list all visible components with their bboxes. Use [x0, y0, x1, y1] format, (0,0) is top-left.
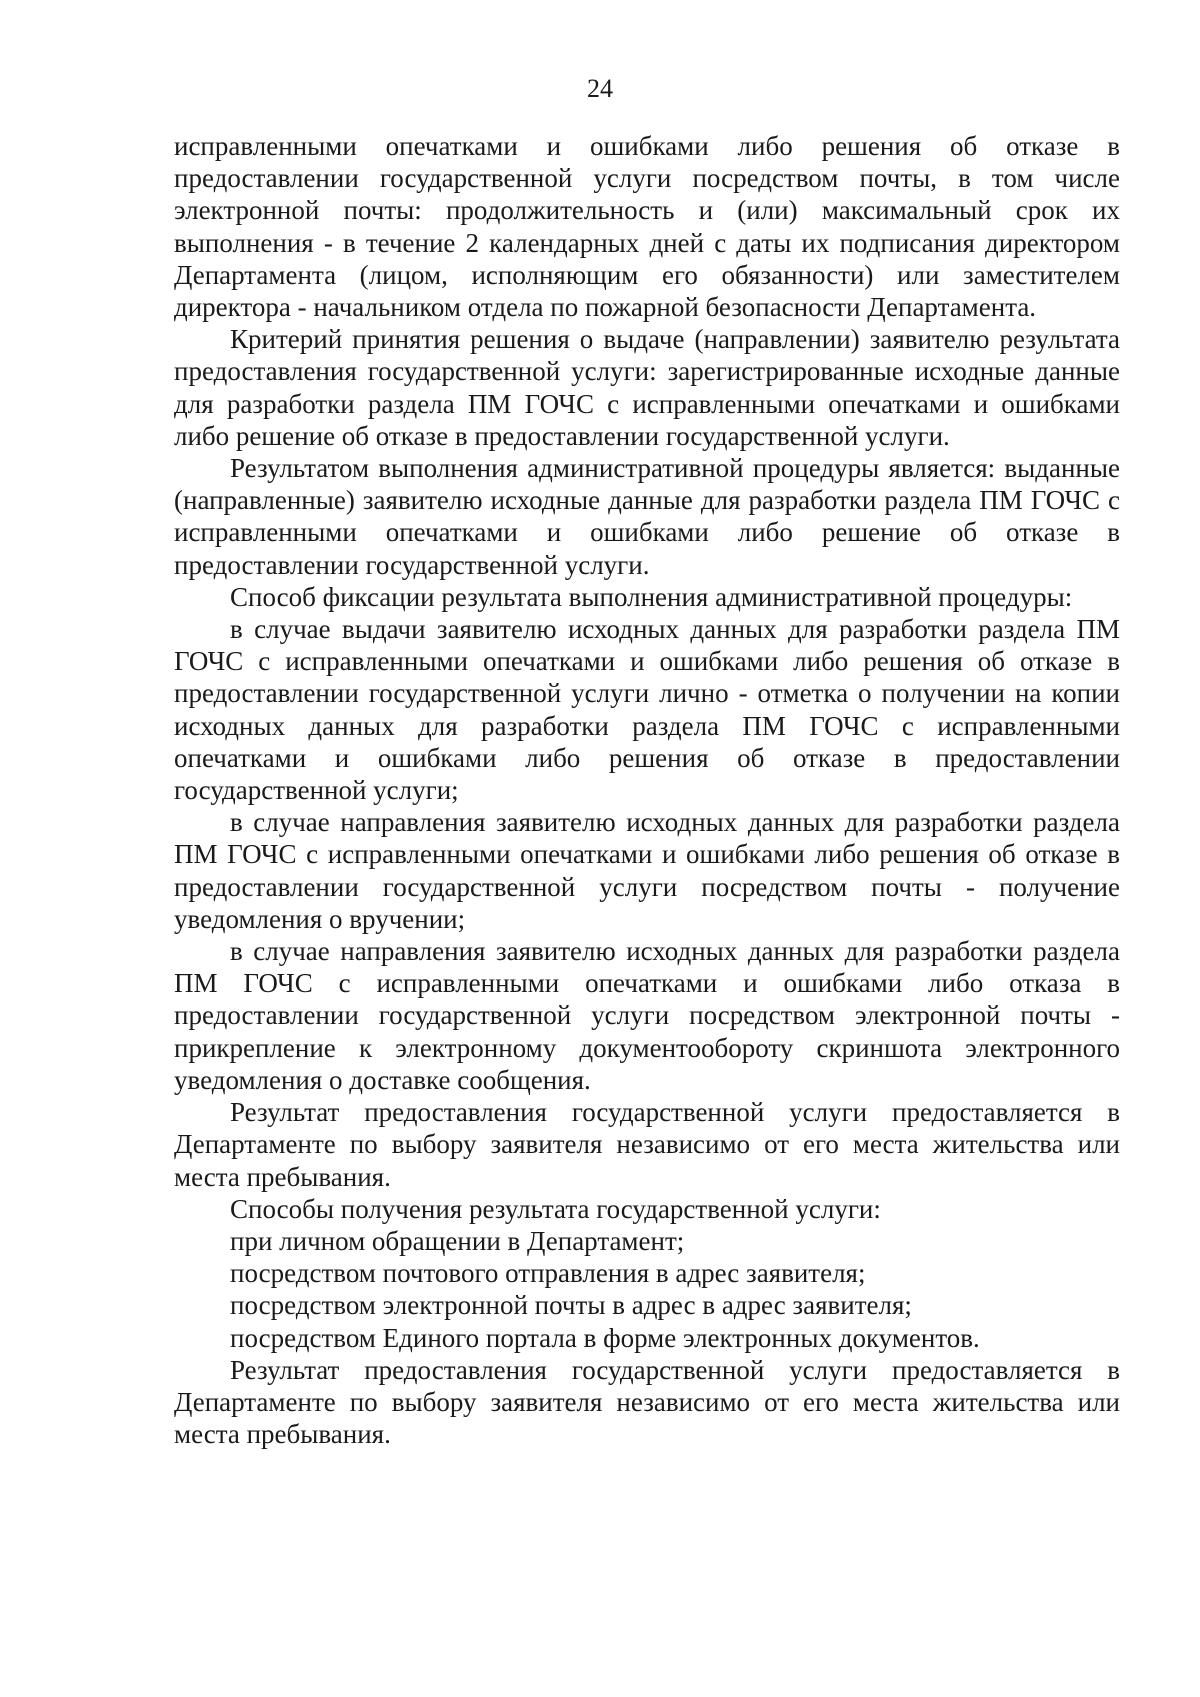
- list-item: при личном обращении в Департамент;: [230, 1225, 685, 1256]
- list-item: посредством почтового отправления в адрес заявителя;: [230, 1258, 866, 1289]
- paragraph-final: Результат предоставления государственной услуги предоставляется в Департаменте по выбору заявителя независимо от его места жительства или места пребывания.: [174, 1354, 1120, 1450]
- list-item: посредством Единого портала в форме электронных документов.: [230, 1322, 980, 1353]
- paragraph-2: Критерий принятия решения о выдаче (направлении) заявителю результата предоставления государственной услуги: зарегистрированные исходные данные для разработки раздела ПМ ГОЧС с исправленными опечатками и ошибками либо решение об отказе в предоставлении государственной услуги.: [174, 324, 1120, 451]
- paragraph-4: Способ фиксации результата выполнения административной процедуры:: [230, 581, 1073, 612]
- paragraph-1: исправленными опечатками и ошибками либо решения об отказе в предоставлении государственной услуги посредством почты, в том числе электронной почты: продолжительность и (или) максимальный срок их выполнения - в течение 2 календарных дней с даты их подписания директором Департамента (лицом, исполняющим его обязанности) или заместителем директора - начальником отдела по пожарной безопасности Департамента.: [174, 131, 1120, 323]
- list-item: посредством электронной почты в адрес в адрес заявителя;: [230, 1290, 912, 1321]
- paragraph-8: Результат предоставления государственной услуги предоставляется в Департаменте по выбору заявителя независимо от его места жительства или места пребывания.: [174, 1097, 1120, 1192]
- list-heading: Способы получения результата государственной услуги:: [230, 1193, 881, 1224]
- paragraph-3: Результатом выполнения административной процедуры является: выданные (направленные) заявителю исходные данные для разработки раздела ПМ ГОЧС с исправленными опечатками и ошибками либо решение об отказе в предоставлении государственной услуги.: [174, 453, 1120, 580]
- page-number: 24: [587, 74, 613, 103]
- paragraph-5: в случае выдачи заявителю исходных данных для разработки раздела ПМ ГОЧС с исправленными опечатками и ошибками либо решения об отказе в предоставлении государственной услуги лично - отметка о получении на копии исходных данных для разработки раздела ПМ ГОЧС с исправленными опечатками и ошибками либо решения об отказе в предоставлении государственной услуги;: [174, 614, 1120, 806]
- paragraph-7: в случае направления заявителю исходных данных для разработки раздела ПМ ГОЧС с исправленными опечатками и ошибками либо отказа в предоставлении государственной услуги посредством электронной почты - прикрепление к электронному документообороту скриншота электронного уведомления о доставке сообщения.: [174, 936, 1120, 1095]
- paragraph-6: в случае направления заявителю исходных данных для разработки раздела ПМ ГОЧС с исправленными опечатками и ошибками либо решения об отказе в предоставлении государственной услуги посредством почты - получение уведомления о вручении;: [174, 807, 1120, 934]
- document-body: [174, 130, 1120, 1450]
